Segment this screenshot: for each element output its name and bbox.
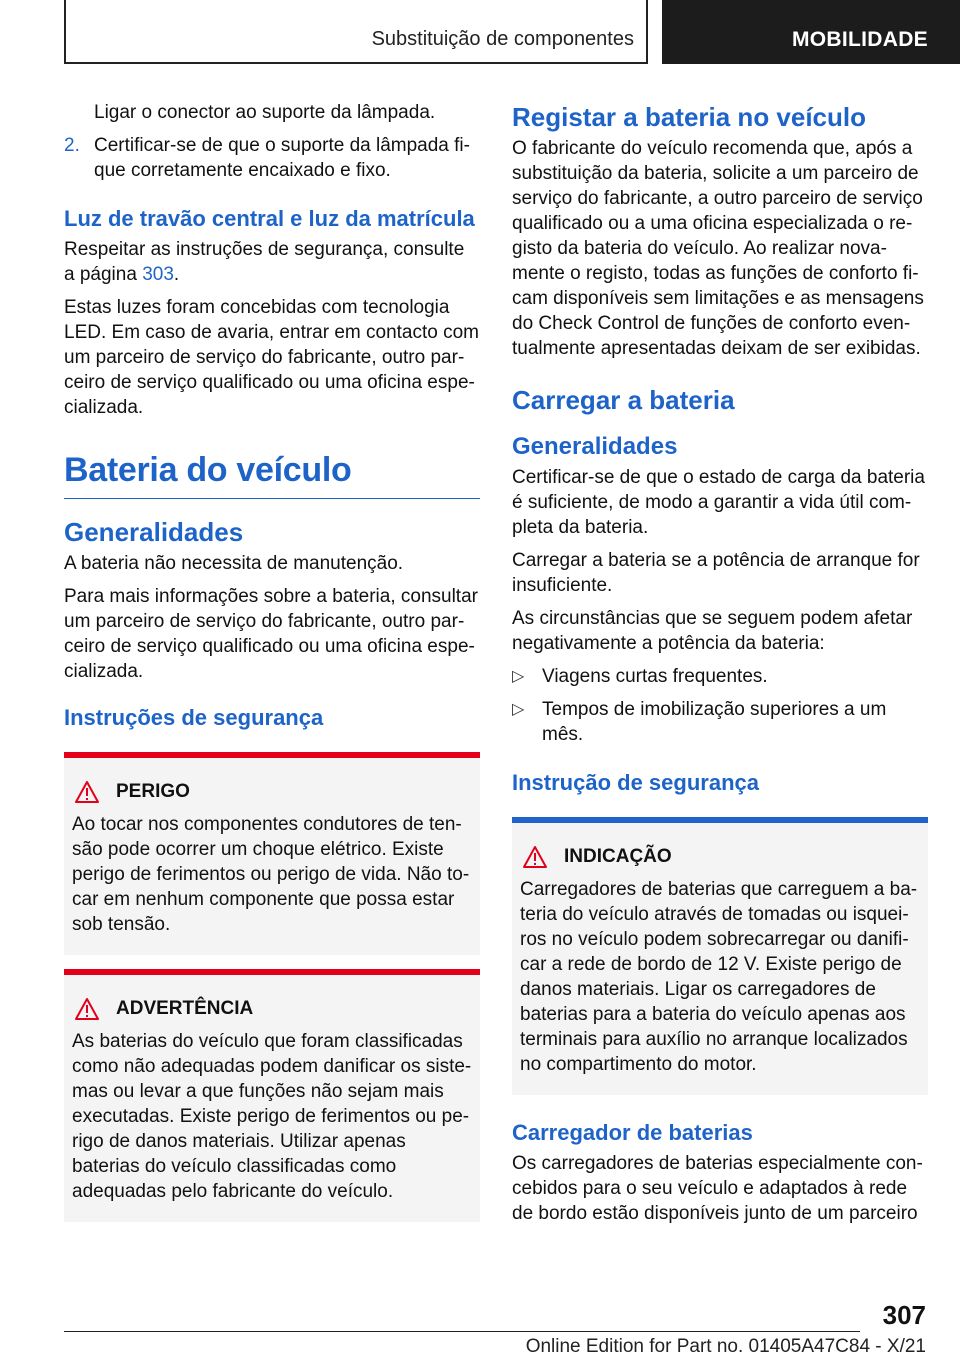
step-2-number: 2. (64, 135, 80, 156)
page-number: 307 (882, 1300, 926, 1330)
instrucoes-heading: Instruções de segurança (64, 705, 324, 730)
advertencia-box (64, 969, 480, 1222)
luz-heading: Luz de travão central e luz da matrícula (64, 206, 475, 231)
perigo-text: Ao tocar nos componentes condutores de tensão pode ocorrer um choque elétrico. Existe perigo de ferimentos ou perigo de vida. Não tocar em nenhum componente que possa estar sob tensão. (72, 814, 470, 935)
indicacao-text: Carregadores de baterias que carreguem a bateria do veículo através de tomadas ou isqueiros no veículo podem sobrecarregar ou danificar a rede de bordo de 12 V. Existe perigo de danos materiais. Ligar os carregadores de baterias para a bateria do veículo apenas aos terminais para auxílio no arranque localizados no compartimento do motor. (520, 879, 918, 1075)
carregador-paragraph: Os carregadores de baterias especialmente concebidos para o seu veículo e adaptados à rede de bordo estão disponíveis junto de um parceiro (512, 1153, 923, 1224)
header-chapter-label: MOBILIDADE (792, 28, 928, 51)
instrucao-heading: Instrução de segurança (512, 770, 759, 795)
list-item (512, 697, 928, 747)
bullet-1-text: Viagens curtas frequentes. (542, 666, 768, 687)
advertencia-title: ADVERTÊNCIA (116, 998, 254, 1019)
luz-paragraph-2: Estas luzes foram concebidas com tecnologia LED. Em caso de avaria, entrar em contacto com um parceiro de serviço do fabricante, outro parceiro de serviço qualificado ou uma oficina especializada. (64, 297, 480, 418)
header-section-title: Substituição de componentes (371, 28, 634, 50)
indicacao-header (520, 845, 920, 869)
perigo-title: PERIGO (116, 781, 190, 802)
bateria-heading-rule (64, 498, 480, 499)
generalidades-heading-right: Generalidades (512, 433, 678, 460)
luz-p1-text-a: Respeitar as instruções de segurança, consulte a página (64, 239, 465, 285)
registar-heading: Registar a bateria no veículo (512, 102, 867, 132)
step-continued (64, 100, 480, 125)
step-continued-text: Ligar o conector ao suporte da lâmpada. (94, 102, 436, 123)
advertencia-text: As baterias do veículo que foram classificadas como não adequadas podem danificar os sistemas ou levar a que funções não sejam mais executadas. Existe perigo de ferimentos ou perigo de danos materiais. Utilizar apenas baterias do veículo classificadas como adequadas pelo fabricante do veículo. (72, 1031, 472, 1202)
warning-triangle-icon (522, 845, 548, 869)
step-2-text: Certificar-se de que o suporte da lâmpada fique corretamente encaixado e fixo. (94, 135, 470, 181)
header-chapter-badge (662, 0, 960, 64)
bullet-2-text: Tempos de imobilização superiores a um mês. (542, 699, 887, 745)
indicacao-title: INDICAÇÃO (564, 846, 672, 867)
advertencia-header (72, 997, 472, 1021)
luz-paragraph-1 (64, 237, 480, 287)
gen-paragraph-1: A bateria não necessita de manutenção. (64, 553, 404, 574)
right-column (512, 100, 928, 1234)
perigo-header (72, 780, 472, 804)
carregar-paragraph-2: Carregar a bateria se a potência de arranque for insuficiente. (512, 550, 920, 596)
footer-edition: Online Edition for Part no. 01405A47C84 - X/21 (525, 1336, 926, 1357)
registar-paragraph: O fabricante do veículo recomenda que, após a substituição da bateria, solicite a um parceiro de serviço do fabricante, a outro parceiro de serviço qualificado ou a uma oficina especializada o registo da bateria do veículo. Ao realizar novamente o registo, todas as funções de conforto ficam disponíveis sem limitações e as mensagens do Check Control de funções de conforto eventualmente apresentadas deixam de ser exibidas. (512, 138, 924, 359)
perigo-box (64, 752, 480, 955)
list-item (512, 664, 928, 689)
indicacao-box (512, 817, 928, 1095)
header-section-box (64, 0, 648, 64)
carregar-paragraph-3: As circunstâncias que se seguem podem afetar negativamente a potência da bateria: (512, 608, 913, 654)
step-2 (64, 133, 480, 183)
warning-triangle-icon (74, 997, 100, 1021)
luz-p1-text-b: . (173, 264, 180, 285)
footer-rule (64, 1331, 860, 1332)
warning-triangle-icon (74, 780, 100, 804)
triangle-bullet-icon: ▷ (512, 668, 525, 685)
generalidades-heading-left: Generalidades (64, 517, 244, 547)
carregar-paragraph-1: Certificar-se de que o estado de carga da bateria é suficiente, de modo a garantir a vida útil completa da bateria. (512, 467, 925, 538)
left-column (64, 100, 480, 1222)
bateria-heading: Bateria do veículo (64, 451, 352, 489)
gen-paragraph-2: Para mais informações sobre a bateria, consultar um parceiro de serviço do fabricante, outro parceiro de serviço qualificado ou uma oficina especializada. (64, 586, 478, 682)
carregar-heading: Carregar a bateria (512, 385, 735, 415)
triangle-bullet-icon: ▷ (512, 701, 525, 718)
carregador-heading: Carregador de baterias (512, 1120, 753, 1145)
page-303-link[interactable]: 303 (142, 264, 174, 285)
